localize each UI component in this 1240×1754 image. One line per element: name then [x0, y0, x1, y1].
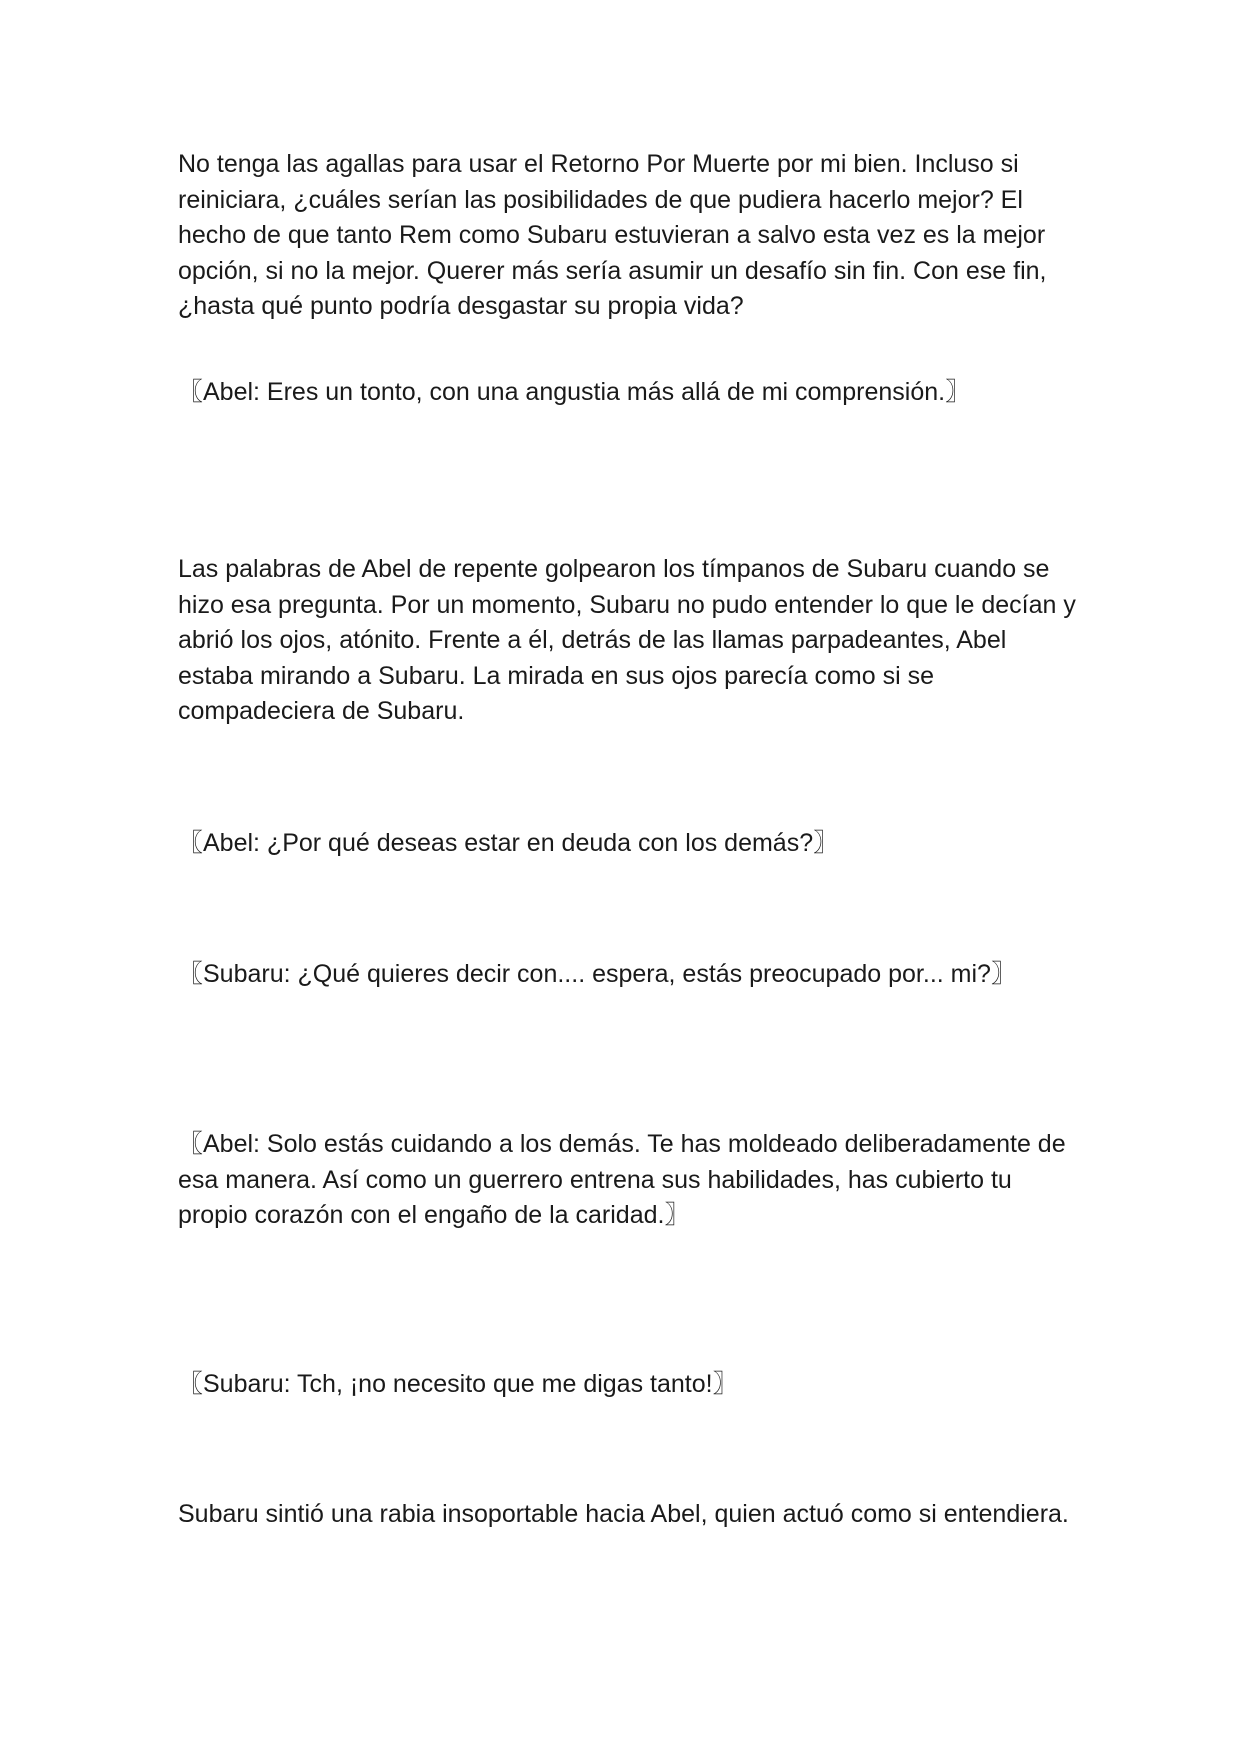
narration-paragraph: No tenga las agallas para usar el Retorno Por Muerte por mi bien. Incluso si reiniciara, ¿cuáles serían las posibilidades de que pudiera hacerlo mejor? El hecho de que tanto Rem como Subaru estuvieran a salvo esta vez es la mejor opción, si no la mejor. Querer más sería asumir un desafío sin fin. Con ese fin, ¿hasta qué punto podría desgastar su propia vida?: [178, 150, 1047, 321]
dialogue-line: 〖Subaru: Tch, ¡no necesito que me digas tanto!〗: [178, 1370, 738, 1398]
dialogue-line: 〖Abel: Eres un tonto, con una angustia más allá de mi comprensión.〗: [178, 378, 971, 406]
dialogue-line: 〖Abel: Solo estás cuidando a los demás. Te has moldeado deliberadamente de esa manera. Así como un guerrero entrena sus habilidades, has cubierto tu propio corazón con el engaño de la caridad.〗: [178, 1130, 1066, 1230]
narration-paragraph: Subaru sintió una rabia insoportable hacia Abel, quien actuó como si entendiera.: [178, 1500, 1069, 1528]
dialogue-line: 〖Abel: ¿Por qué deseas estar en deuda con los demás?〗: [178, 829, 839, 857]
narration-paragraph: Las palabras de Abel de repente golpearon los tímpanos de Subaru cuando se hizo esa pregunta. Por un momento, Subaru no pudo entender lo que le decían y abrió los ojos, atónito. Frente a él, detrás de las llamas parpadeantes, Abel estaba mirando a Subaru. La mirada en sus ojos parecía como si se compadeciera de Subaru.: [178, 555, 1076, 726]
dialogue-line: 〖Subaru: ¿Qué quieres decir con.... espera, estás preocupado por... mi?〗: [178, 960, 1016, 988]
